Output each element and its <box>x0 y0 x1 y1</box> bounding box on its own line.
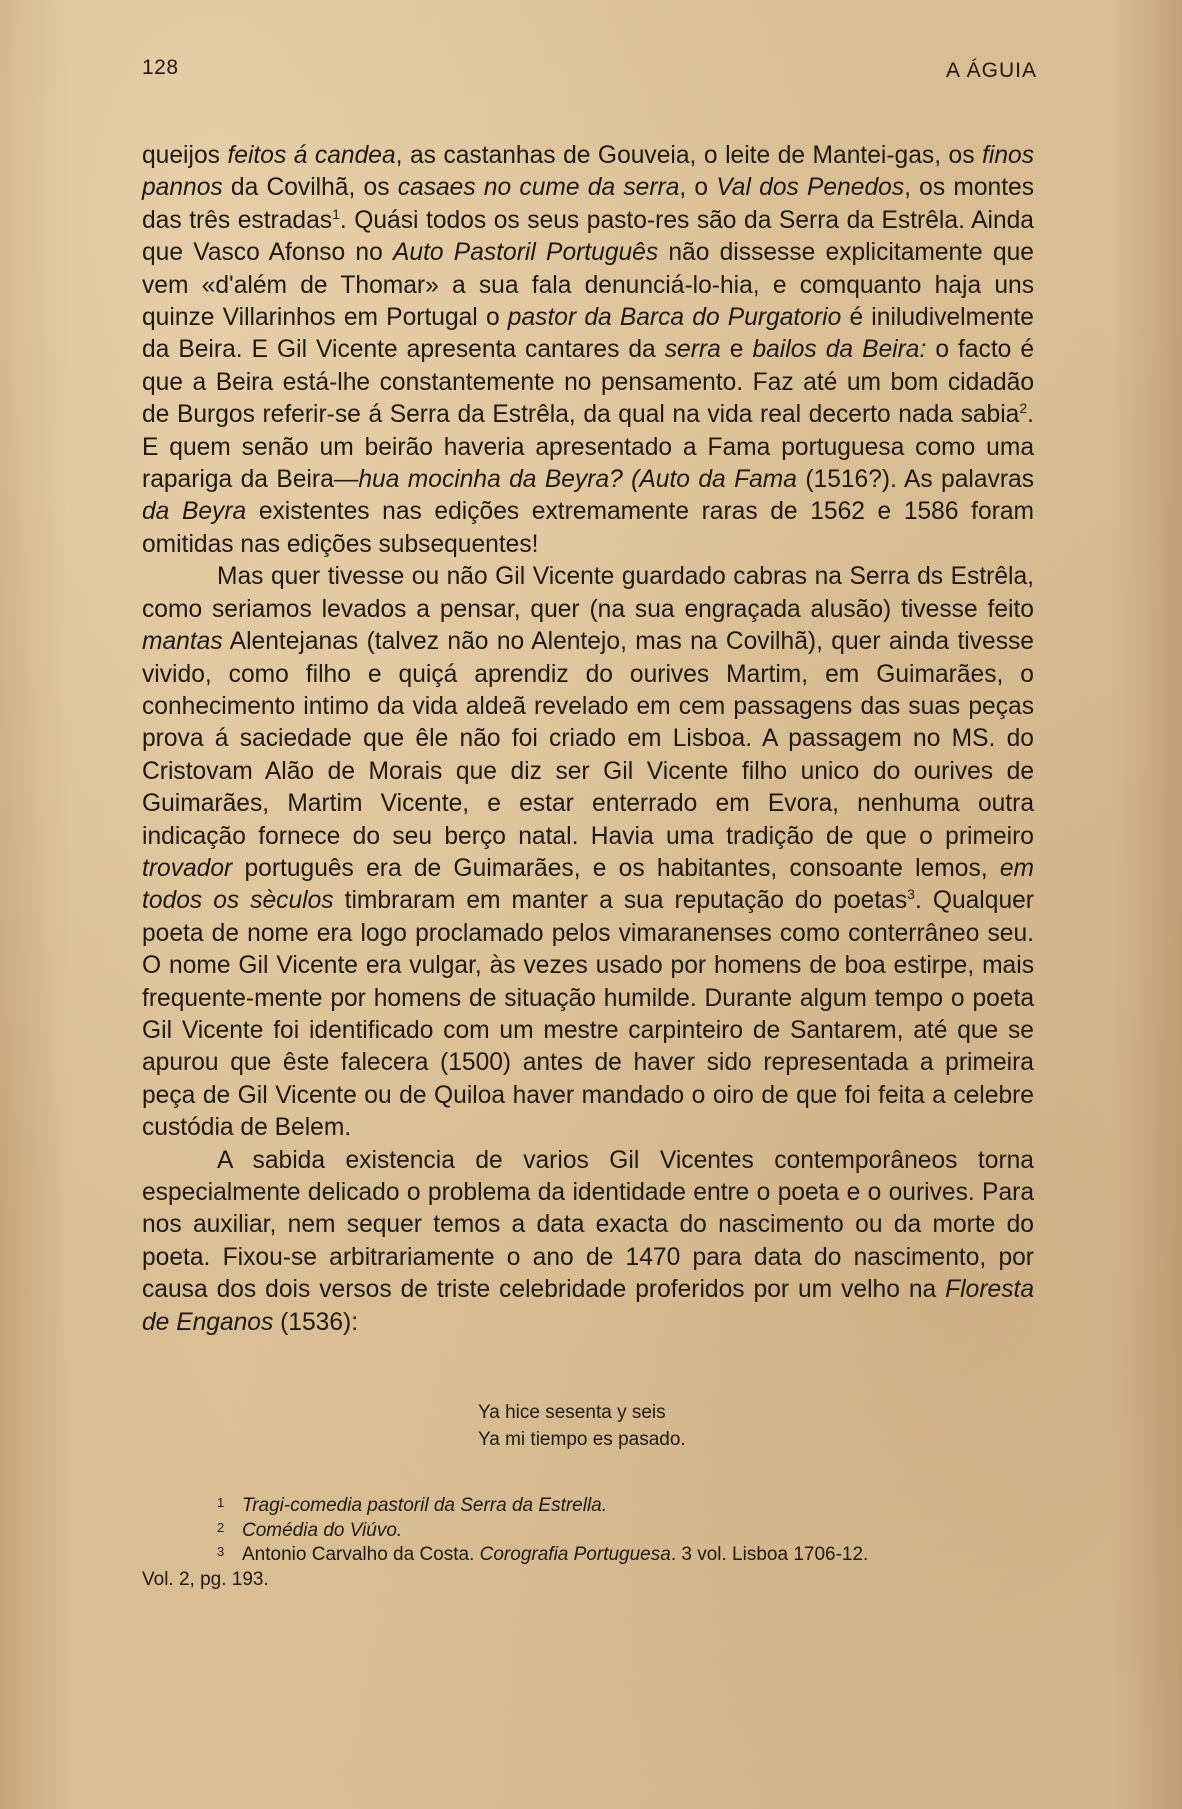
text-run: , as castanhas de Gouveia, o leite de Mantei-gas, os <box>395 142 983 169</box>
footnote-ref: 1 <box>332 205 340 222</box>
text-run: . Qualquer poeta de nome era logo proclamado pelos vimaranenses como conterrâneo seu. O nome Gil Vicente era vulgar, às vezes usado por homens de boa estirpe, mais frequente-mente por homens de situação humilde. Durante algum tempo o poeta Gil Vicente foi identificado com um mestre carpinteiro de Santarem, até que se apurou que êste falecera (1500) antes de haver sido representada a primeira peça de Gil Vicente ou de Quiloa haver mandado o oiro de que foi feita a celebre custódia de Belem. <box>142 887 1034 1142</box>
text-run: português era de Guimarães, e os habitantes, consoante lemos, <box>232 854 1000 882</box>
italic-run: Floresta de Enganos <box>142 1276 1034 1336</box>
verse-line-1: Ya hice sesenta y seis <box>478 1402 666 1423</box>
italic-run: bailos da Beira: <box>752 336 927 364</box>
italic-run: trovador <box>142 854 233 882</box>
text-run: e <box>720 336 753 364</box>
text-run: timbraram em manter a sua reputação do poetas <box>333 887 908 915</box>
italic-run: hua mocinha da Beyra? (Auto da Fama <box>358 466 797 494</box>
footnote-3-tail: . 3 vol. Lisboa 1706-12. <box>670 1544 869 1565</box>
paragraph-1 <box>142 140 1034 561</box>
footnote-1 <box>142 1494 1034 1519</box>
italic-run: pastor da Barca do Purgatorio <box>507 304 842 332</box>
paragraph-2 <box>142 561 1034 1144</box>
footnote-3-lead: Antonio Carvalho da Costa. <box>242 1544 480 1565</box>
text-run: é iniludivelmente da Beira. E Gil Vicente apresenta cantares da <box>142 304 1034 364</box>
italic-run: mantas <box>142 628 223 656</box>
italic-run: em todos os sèculos <box>142 854 1034 915</box>
text-run: (1536): <box>273 1308 359 1336</box>
text-run: não dissesse explicitamente que vem «d'além de Thomar» a sua fala denunciá-lo-hia, e comquanto haja uns quinze Villarinhos em Portugal o <box>142 239 1034 332</box>
footnote-2-text: Comédia do Viúvo. <box>242 1519 403 1541</box>
verse-line-2: Ya mi tiempo es pasado. <box>478 1429 686 1450</box>
footnote-3 <box>142 1543 1034 1568</box>
text-run: (1516?). As palavras <box>796 466 1035 494</box>
verse-quote <box>478 1399 686 1453</box>
text-run: . E quem senão um beirão haveria apresentado a Fama portuguesa como uma rapariga da Beira— <box>142 401 1034 494</box>
running-title: A ÁGUIA <box>945 59 1037 82</box>
text-run: existentes nas edições extremamente raras de 1562 e 1586 foram omitidas nas edições subsequentes! <box>142 498 1035 558</box>
footnote-1-text: Tragi-comedia pastoril da Serra da Estrella. <box>242 1495 608 1516</box>
footnote-3-title: Corografia Portuguesa <box>479 1544 671 1565</box>
text-run: , os montes das três estradas <box>142 174 1035 234</box>
italic-run: casaes no cume da serra <box>397 174 680 202</box>
footnotes <box>142 1494 1034 1592</box>
footnote-1-mark: 1 <box>217 1495 225 1510</box>
footnote-ref: 2 <box>1019 400 1028 417</box>
page-number: 128 <box>142 56 179 79</box>
text-run: da Covilhã, os <box>222 174 398 202</box>
body-text <box>142 140 1034 1339</box>
footnote-ref: 3 <box>907 886 915 903</box>
italic-run: da Beyra <box>142 498 247 526</box>
footnote-2-mark: 2 <box>217 1519 225 1535</box>
italic-run: serra <box>664 336 721 364</box>
italic-run: finos pannos <box>142 142 1034 202</box>
text-run: o facto é que a Beira está-lhe constantemente no pensamento. Faz até um bom cidadão de Burgos referir-se á Serra da Estrêla, da qual na vida real decerto nada sabia <box>142 336 1035 429</box>
paragraph-3 <box>142 1145 1034 1339</box>
text-run: Alentejanas (talvez não no Alentejo, mas na Covilhã), quer ainda tivesse vivido, como filho e quiçá aprendiz do ourives Martim, em Guimarães, o conhecimento intimo da vida aldeã revelado em cem passagens das suas peças prova á saciedade que êle não foi criado em Lisboa. A passagem no MS. do Cristovam Alão de Morais que diz ser Gil Vicente filho unico do ourives de Guimarães, Martim Vicente, e estar enterrado em Evora, nenhuma outra indicação fornece do seu berço natal. Havia uma tradição de que o primeiro <box>142 628 1034 850</box>
italic-run: feitos á candea <box>227 142 396 169</box>
footnote-3-continuation: Vol. 2, pg. 193. <box>142 1568 269 1590</box>
text-run: Mas quer tivesse ou não Gil Vicente guardado cabras na Serra ds Estrêla, como seriamos levados a pensar, quer (na sua engraçada alusão) tivesse feito <box>142 563 1034 623</box>
footnote-2 <box>142 1519 1034 1544</box>
italic-run: Val dos Penedos <box>716 174 905 202</box>
italic-run: Auto Pastoril Português <box>393 239 659 267</box>
text-run: queijos <box>142 142 228 169</box>
footnote-3-mark: 3 <box>217 1544 225 1559</box>
text-run: A sabida existencia de varios Gil Vicentes contemporâneos torna especialmente delicado o problema da identidade entre o poeta e o ourives. Para nos auxiliar, nem sequer temos a data exacta do nascimento ou da morte do poeta. Fixou-se arbitrariamente o ano de 1470 para data do nascimento, por causa dos dois versos de triste celebridade proferidos por um velho na <box>142 1146 1034 1304</box>
text-run: , o <box>679 174 717 202</box>
text-run: . Quási todos os seus pasto-res são da Serra da Estrêla. Ainda que Vasco Afonso no <box>142 206 1034 267</box>
